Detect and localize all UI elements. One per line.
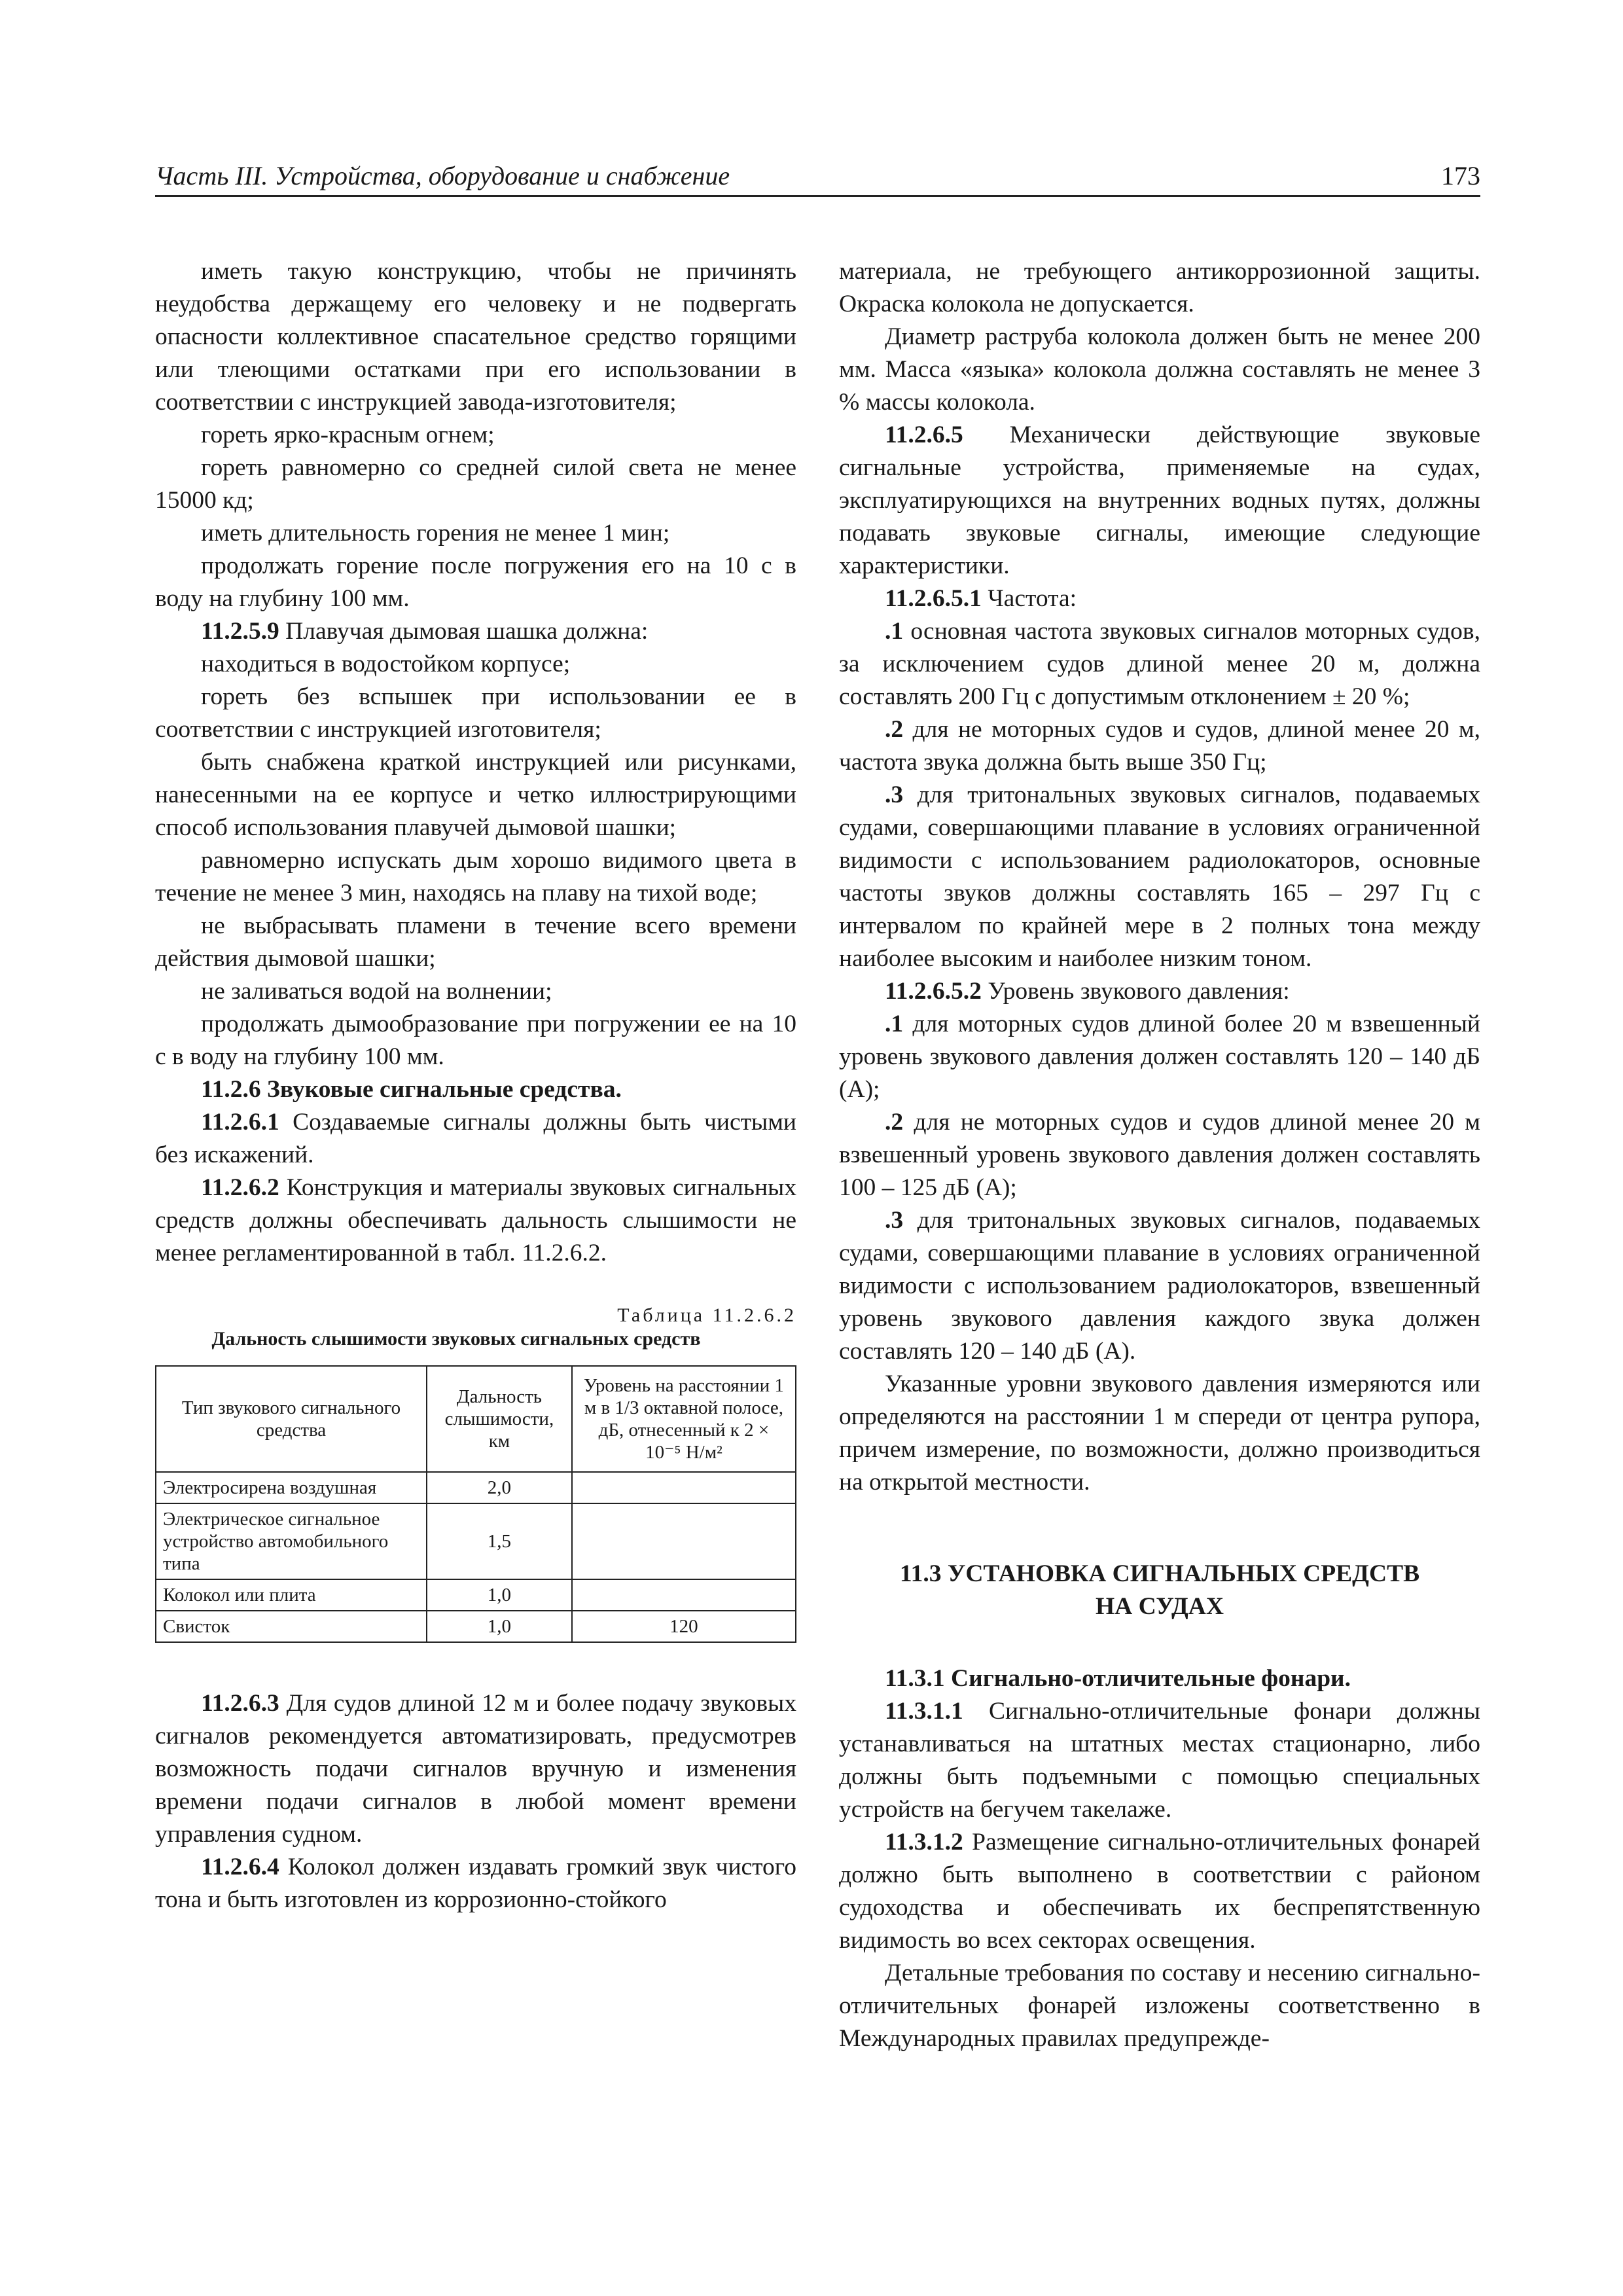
paragraph: Указанные уровни звукового давления измеряются или определяются на расстоянии 1 м спереди от центра рупора, причем измерение, по возможности, должно производиться на открытой местности. [839,1371,1480,1496]
paragraph: находиться в водостойком корпусе; [201,651,571,677]
paragraph [155,1172,796,1270]
clause-number: 11.3.1.2 [885,1829,963,1856]
item-number: .1 [885,1011,904,1037]
item-number: .1 [885,618,904,645]
clause-text: Частота: [981,585,1077,612]
clause-number: 11.2.6.5 [885,422,963,448]
paragraph [155,1851,796,1916]
right-column [839,255,1480,2055]
clause-text: Конструкция и материалы звуковых сигнальных средств должны обеспечивать дальность слышимости не менее регламентированной в табл. 11.2.6.2. [155,1174,796,1266]
section-title-line: НА СУДАХ [1096,1593,1224,1620]
paragraph: быть снабжена краткой инструкцией или рисунками, нанесенными на ее корпусе и четко иллюстрирующими способ использования плавучей дымовой шашки; [155,749,796,841]
table-cell: Свисток [156,1611,427,1642]
paragraph [155,1687,796,1851]
table-cell [572,1472,796,1503]
subsection-heading: 11.3.1 Сигнально-отличительные фонари. [885,1665,1351,1692]
paragraph: Детальные требования по составу и несению сигнально-отличительных фонарей изложены соответственно в Международных правилах предупрежде- [839,1960,1480,2052]
table-row [156,1611,796,1642]
paragraph: иметь такую конструкцию, чтобы не причинять неудобства держащему его человеку и не подвергать опасности коллективное спасательное средство горящими или тлеющими остатками при его использовании в соответствии с инструкцией завода-изготовителя; [155,258,796,416]
paragraph: не заливаться водой на волнении; [201,978,552,1005]
paragraph: иметь длительность горения не менее 1 мин; [201,520,670,547]
paragraph: продолжать дымообразование при погружении ее на 10 с в воду на глубину 100 мм. [155,1011,796,1070]
table-cell: 1,0 [427,1579,572,1611]
clause-text: Механически действующие звуковые сигнальные устройства, применяемые на судах, эксплуатирующихся на внутренних водных путях, должны подавать звуковые сигналы, имеющие следующие характеристики. [839,422,1480,579]
header-cell-level: Уровень на расстоянии 1 м в 1/3 октавной полосе, дБ, отнесенный к 2 × 10⁻⁵ Н/м² [572,1366,796,1472]
audibility-table [155,1365,796,1643]
clause-text: Для судов длиной 12 м и более подачу звуковых сигналов рекомендуется автоматизировать, предусмотрев возможность подачи сигналов вручную и изменения времени подачи сигналов в любой момент времени управления судном. [155,1690,796,1848]
clause-text: Сигнально-отличительные фонари должны устанавливаться на штатных местах стационарно, либо должны быть подъемными с помощью специальных устройств на бегучем такелаже. [839,1698,1480,1823]
table-row [156,1579,796,1611]
table-row [156,1503,796,1579]
paragraph [839,1204,1480,1368]
table-title: Дальность слышимости звуковых сигнальных средств [211,1328,701,1350]
table-caption: Таблица 11.2.6.2 [617,1304,796,1326]
clause-number: 11.2.6.4 [201,1854,279,1880]
clause-number: 11.3.1.1 [885,1698,963,1725]
table-cell: 120 [572,1611,796,1642]
table-cell: Электросирена воздушная [156,1472,427,1503]
paragraph: не выбрасывать пламени в течение всего времени действия дымовой шашки; [155,912,796,972]
item-text: для не моторных судов и судов, длиной менее 20 м, частота звука должна быть выше 350 Гц; [839,716,1480,776]
clause-number: 11.2.6.1 [201,1109,279,1136]
paragraph [839,1695,1480,1826]
clause-text: Размещение сигнально-отличительных фонарей должно быть выполнено в соответствии с районом судоходства и обеспечивать их беспрепятственную видимость во всех секторах освещения. [839,1829,1480,1954]
table-cell [572,1579,796,1611]
header-title: Часть III. Устройства, оборудование и снабжение [155,161,730,190]
paragraph: материала, не требующего антикоррозионной защиты. Окраска колокола не допускается. [839,258,1480,317]
subsection-heading: 11.2.6 Звуковые сигнальные средства. [201,1076,622,1103]
paragraph [839,1826,1480,1957]
clause-number: 11.2.6.5.1 [885,585,982,612]
clause-number: 11.2.6.2 [201,1174,279,1201]
paragraph [839,615,1480,713]
clause-number: 11.2.5.9 [201,618,279,645]
item-number: .3 [885,781,904,808]
running-header [155,156,1480,197]
paragraph [839,975,1480,1008]
clause-number: 11.2.6.5.2 [885,978,982,1005]
paragraph [839,1106,1480,1204]
table-cell: Колокол или плита [156,1579,427,1611]
item-text: для тритональных звуковых сигналов, подаваемых судами, совершающими плавание в условиях ограниченной видимости с использованием радиолокаторов, взвешенный уровень звукового давления каждого звука должен составлять 120 – 140 дБ (А). [839,1207,1480,1365]
table-row [156,1472,796,1503]
table-cell: 2,0 [427,1472,572,1503]
paragraph [155,1106,796,1172]
clause-text: Плавучая дымовая шашка должна: [279,618,649,645]
paragraph: гореть без вспышек при использовании ее в соответствии с инструкцией изготовителя; [155,683,796,743]
section-title-line: 11.3 УСТАНОВКА СИГНАЛЬНЫХ СРЕДСТВ [899,1560,1420,1587]
table-header-row [156,1366,796,1472]
paragraph: гореть равномерно со средней силой света не менее 15000 кд; [155,454,796,514]
paragraph: Диаметр раструба колокола должен быть не менее 200 мм. Масса «языка» колокола должна составлять не менее 3 % массы колокола. [839,323,1480,416]
paragraph: продолжать горение после погружения его на 10 с в воду на глубину 100 мм. [155,552,796,612]
item-text: для тритональных звуковых сигналов, подаваемых судами, совершающими плавание в условиях ограниченной видимости с использованием радиолокаторов, основные частоты звуков должны составлять 165 – 297 Гц с интервалом по крайней мере в 2 полных тона между наиболее высоким и наиболее низким тоном. [839,781,1480,972]
table-cell: 1,5 [427,1503,572,1579]
paragraph [839,583,1480,615]
left-column [155,255,796,1916]
paragraph [839,713,1480,779]
table-cell: 1,0 [427,1611,572,1642]
section-title [839,1558,1480,1623]
header-cell-type: Тип звукового сигнального средства [156,1366,427,1472]
item-text: для моторных судов длиной более 20 м взвешенный уровень звукового давления должен составлять 120 – 140 дБ (А); [839,1011,1480,1103]
item-text: для не моторных судов и судов длиной менее 20 м взвешенный уровень звукового давления должен составлять 100 – 125 дБ (А); [839,1109,1480,1201]
item-number: .2 [885,1109,904,1136]
clause-text: Колокол должен издавать громкий звук чистого тона и быть изготовлен из коррозионно-стойкого [155,1854,796,1913]
table-cell: Электрическое сигнальное устройство автомобильного типа [156,1503,427,1579]
clause-number: 11.2.6.3 [201,1690,279,1717]
table-cell [572,1503,796,1579]
paragraph [839,779,1480,975]
paragraph [155,615,796,648]
item-text: основная частота звуковых сигналов моторных судов, за исключением судов длиной менее 20 м, должна составлять 200 Гц с допустимым отклонением ± 20 %; [839,618,1480,710]
header-cell-range: Дальность слышимости, км [427,1366,572,1472]
paragraph: равномерно испускать дым хорошо видимого цвета в течение не менее 3 мин, находясь на плаву на тихой воде; [155,847,796,906]
paragraph: гореть ярко-красным огнем; [201,422,495,448]
page-number: 173 [1441,161,1480,190]
paragraph [839,419,1480,583]
item-number: .3 [885,1207,904,1234]
item-number: .2 [885,716,904,743]
clause-text: Уровень звукового давления: [981,978,1290,1005]
clause-text: Создаваемые сигналы должны быть чистыми без искажений. [155,1109,796,1168]
paragraph [839,1008,1480,1106]
